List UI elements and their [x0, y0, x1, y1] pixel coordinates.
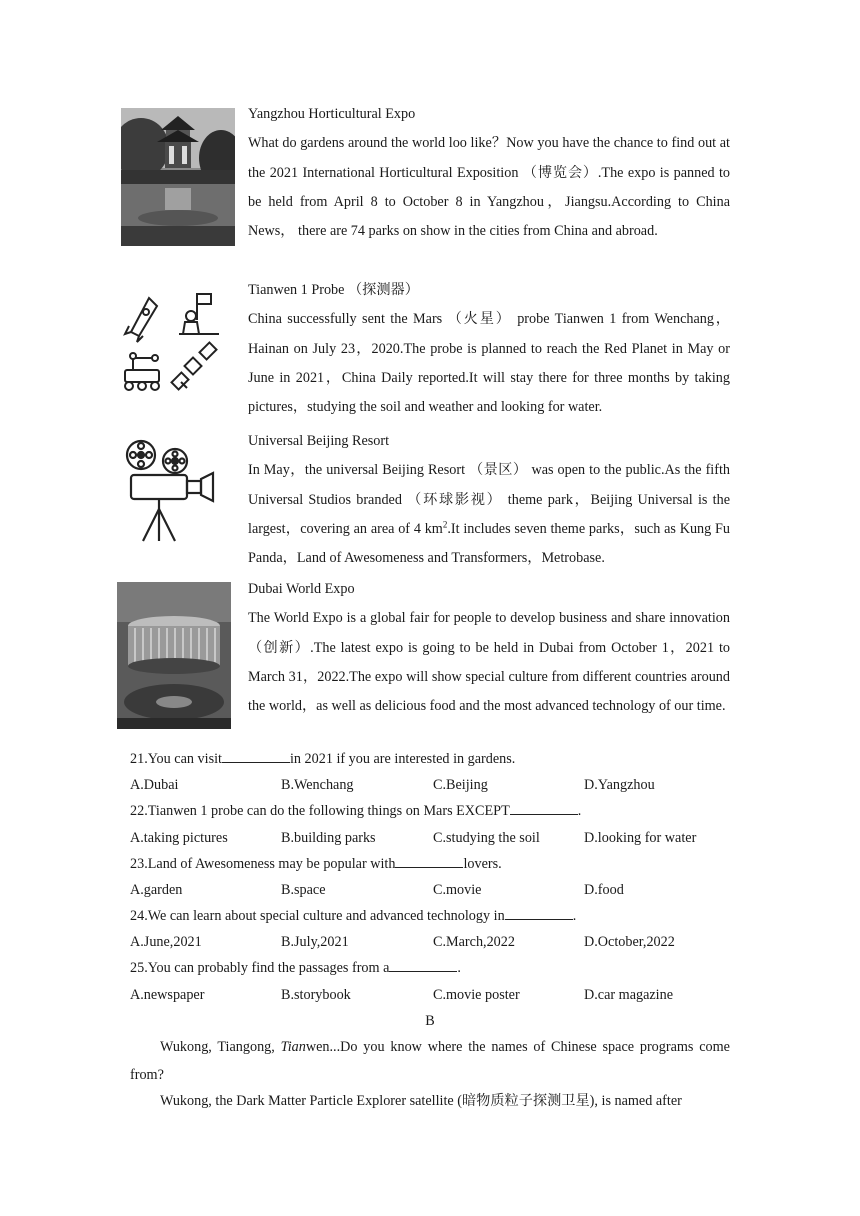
section-b-paragraph-2: Wukong, the Dark Matter Particle Explorer satellite (暗物质粒子探测卫星), is named after — [160, 1093, 682, 1109]
pavilion-photo — [121, 108, 235, 246]
section-body: China successfully sent the Mars （火星） probe Tianwen 1 from Wenchang，Hainan on July 23，2020.The probe is planned to reach the Red Planet in May or June in 2021，China Daily reported.It will stay there for three months by taking pictures，studying the soil and weather and looking for water. — [248, 311, 730, 416]
section-yangzhou — [248, 100, 730, 246]
section-tianwen — [248, 276, 730, 422]
question-21: 21.You can visit in 2021 if you are interested in gardens. — [130, 751, 516, 767]
option-c[interactable]: C.movie poster — [433, 987, 520, 1003]
satellite-icon — [172, 343, 217, 390]
option-a[interactable]: A.garden — [130, 882, 183, 898]
rover-icon — [125, 353, 159, 390]
section-title: Yangzhou Horticultural Expo — [248, 106, 416, 122]
option-d[interactable]: D.car magazine — [584, 987, 674, 1003]
option-d[interactable]: D.October,2022 — [584, 934, 675, 950]
option-a[interactable]: A.Dubai — [130, 777, 179, 793]
option-d[interactable]: D.food — [584, 882, 624, 898]
flag-astronaut-icon — [179, 294, 219, 334]
section-dubai — [248, 575, 730, 721]
option-c[interactable]: C.March,2022 — [433, 934, 515, 950]
section-b-heading: B — [425, 1013, 435, 1029]
section-title: Dubai World Expo — [248, 581, 355, 597]
option-d[interactable]: D.Yangzhou — [584, 777, 655, 793]
question-25: 25.You can probably find the passages from a . — [130, 960, 461, 976]
superscript: 2 — [442, 519, 448, 530]
option-b[interactable]: B.space — [281, 882, 326, 898]
question-24: 24.We can learn about special culture and advanced technology in . — [130, 908, 577, 924]
question-22: 22.Tianwen 1 probe can do the following things on Mars EXCEPT . — [130, 803, 582, 819]
rocket-icon — [125, 298, 157, 342]
section-title: Universal Beijing Resort — [248, 433, 390, 449]
option-c[interactable]: C.Beijing — [433, 777, 488, 793]
film-projector-icon — [119, 433, 217, 545]
answer-blank — [222, 750, 290, 763]
section-body: What do gardens around the world loo like？Now you have the chance to find out at the 2021 International Horticultural Exposition （博览会）.The expo is panned to be held from April 8 to October 8 in Yangzhou，Jiangsu.According to China News， there are 74 parks on show in the cities from China and abroad. — [248, 135, 730, 240]
option-a[interactable]: A.June,2021 — [130, 934, 202, 950]
option-c[interactable]: C.studying the soil — [433, 830, 540, 846]
answer-blank — [395, 855, 463, 868]
option-b[interactable]: B.storybook — [281, 987, 351, 1003]
option-d[interactable]: D.looking for water — [584, 830, 697, 846]
section-universal — [248, 427, 730, 573]
section-body: In May，the universal Beijing Resort （景区） was open to the public.As the fifth Universal Studios branded （环球影视） theme park，Beijing Universal is the largest，covering an area of 4 $km^2.It$ includes seven theme parks，such as Kung Fu Panda，Land of Awesomeness and Transformers，Metrobase. — [248, 462, 730, 567]
answer-blank — [510, 802, 578, 815]
answer-blank — [505, 907, 573, 920]
space-icons — [119, 290, 229, 398]
section-b-paragraph-1: Wukong, Tiangong, Tianwen...Do you know where the names of Chinese space programs come from? — [130, 1039, 730, 1083]
question-23: 23.Land of Awesomeness may be popular with lovers. — [130, 856, 502, 872]
option-a[interactable]: A.newspaper — [130, 987, 205, 1003]
section-title: Tianwen 1 Probe （探测器） — [248, 282, 419, 298]
option-a[interactable]: A.taking pictures — [130, 830, 228, 846]
answer-blank — [389, 959, 457, 972]
option-b[interactable]: B.building parks — [281, 830, 376, 846]
option-b[interactable]: B.July,2021 — [281, 934, 349, 950]
section-body: The World Expo is a global fair for people to develop business and share innovation （创新）.The latest expo is going to be held in Dubai from October 1，2021 to March 31，2022.The expo will show special culture from different countries around the world，as well as delicious food and the most advanced technology of our time. — [248, 610, 730, 715]
expo-building-photo — [117, 582, 231, 729]
option-c[interactable]: C.movie — [433, 882, 482, 898]
option-b[interactable]: B.Wenchang — [281, 777, 354, 793]
